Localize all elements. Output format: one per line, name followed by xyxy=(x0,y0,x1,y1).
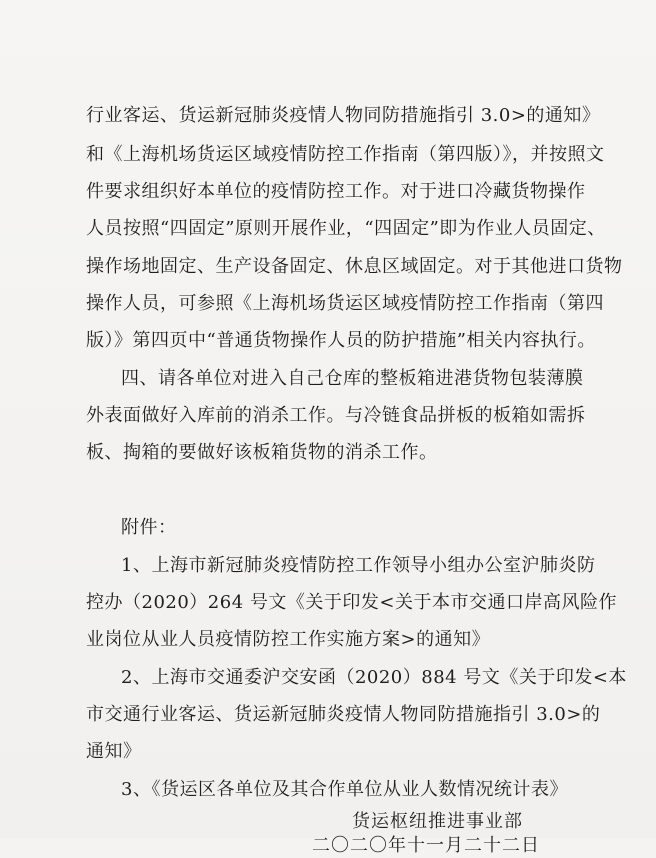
body-line: 四、请各单位对进入自己仓库的整板箱进港货物包装薄膜 xyxy=(121,368,584,389)
attachment-line: 市交通行业客运、货运新冠肺炎疫情人物同防措施指引 3.0>的 xyxy=(86,704,601,725)
attachments-title: 附件： xyxy=(121,517,177,538)
body-line: 操作场地固定、生产设备固定、休息区域固定。对于其他进口货物 xyxy=(86,256,623,277)
attachment-line: 业岗位从业人员疫情防控工作实施方案>的通知》 xyxy=(86,629,491,650)
body-line: 件要求组织好本单位的疫情防控工作。对于进口冷藏货物操作 xyxy=(86,181,586,202)
body-line: 外表面做好入库前的消杀工作。与冷链食品拼板的板箱如需拆 xyxy=(86,405,586,426)
attachment-line: 1、上海市新冠肺炎疫情防控工作领导小组办公室沪肺炎防 xyxy=(121,555,596,576)
attachment-line: 2、上海市交通委沪交安函（2020）884 号文《关于印发<本 xyxy=(121,667,627,688)
body-line: 行业客运、货运新冠肺炎疫情人物同防措施指引 3.0>的通知》 xyxy=(86,105,601,126)
signature-organization: 货运枢纽推进事业部 xyxy=(352,811,523,832)
body-line: 版）》第四页中“普通货物操作人员的防护措施”相关内容执行。 xyxy=(86,330,596,351)
body-line: 板、掏箱的要做好该板箱货物的消杀工作。 xyxy=(86,442,438,463)
attachment-line: 通知》 xyxy=(86,741,142,762)
body-line: 人员按照“四固定”原则开展作业，“四固定”即为作业人员固定、 xyxy=(86,218,606,239)
attachment-line: 3、《货运区各单位及其合作单位从业人数情况统计表》 xyxy=(121,779,568,800)
attachment-line: 控办（2020）264 号文《关于印发<关于本市交通口岸高风险作 xyxy=(86,592,617,613)
body-line: 和《上海机场货运区域疫情防控工作指南（第四版）》，并按照文 xyxy=(86,144,605,165)
body-line: 操作人员，可参照《上海机场货运区域疫情防控工作指南（第四 xyxy=(86,293,604,314)
signature-date: 二〇二〇年十一月二十二日 xyxy=(312,835,540,856)
